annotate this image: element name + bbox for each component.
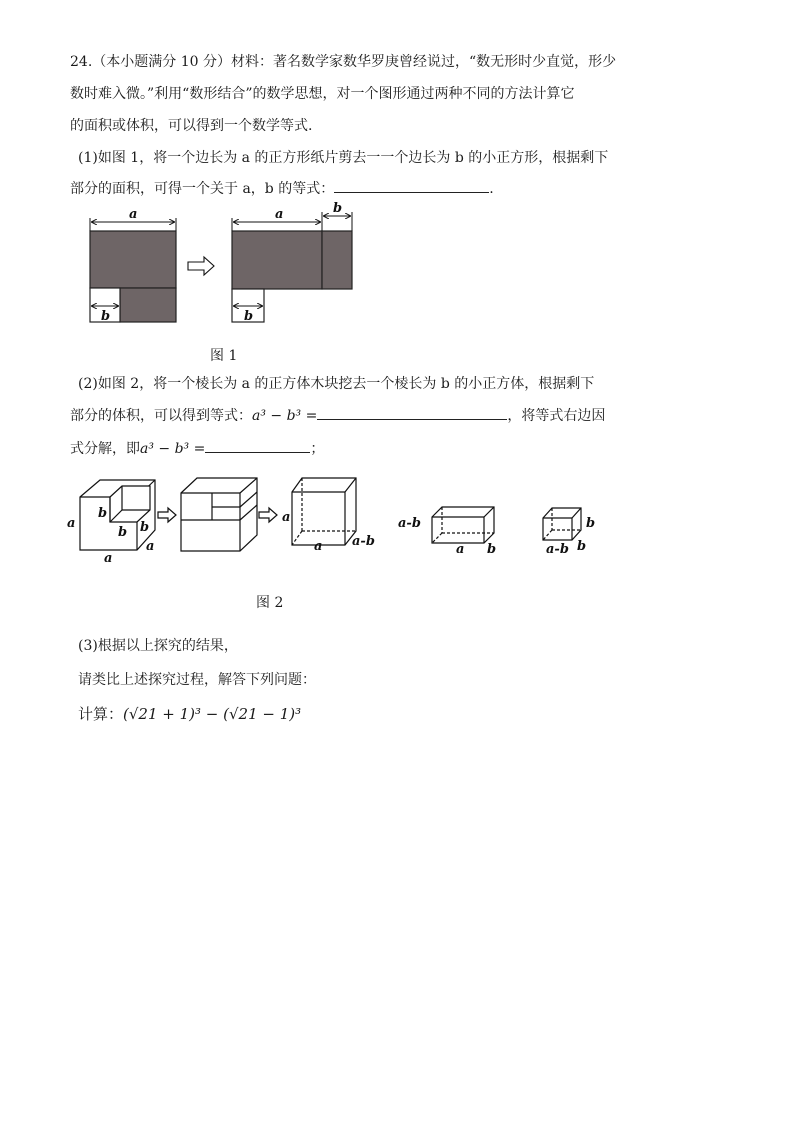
- part1-prefix: 部分的面积，可得一个关于 a，b 的等式：: [70, 181, 335, 197]
- part1-line-1: (1)如图 1，将一个边长为 a 的正方形纸片剪去一一个边长为 b 的小正方形，根据剩下: [78, 150, 609, 166]
- calc-expression: (√21 + 1)³ − (√21 − 1)³: [123, 705, 302, 723]
- fig2-c4-amb: a-b: [398, 516, 421, 531]
- part2-suffix: ，将等式右边因: [507, 408, 606, 424]
- fig2-c1-a-bottom: a: [104, 551, 113, 566]
- fig1-label-b-right: b: [244, 309, 254, 324]
- fig2-arrow-2: [259, 508, 277, 522]
- fig2-c4-a: a: [456, 542, 465, 557]
- fig1-caption: 图 1: [210, 348, 238, 364]
- fig2-caption: 图 2: [256, 595, 284, 611]
- fig2-c5-b-right: b: [586, 516, 596, 531]
- fig1-label-a-right: a: [275, 207, 284, 222]
- fig2-c1-b-top: b: [98, 506, 108, 521]
- fig1-label-b-left: b: [101, 309, 111, 324]
- part2-expr: a³ − b³ =: [252, 408, 318, 424]
- fig1-label-a-left: a: [129, 207, 138, 222]
- figure-2: [80, 478, 581, 551]
- fig1-right-shape: [232, 212, 352, 322]
- fig2-c3-a-bottom: a: [314, 539, 323, 554]
- fig2-c1-b-right: b: [140, 520, 150, 535]
- fig2-c1-a-left: a: [67, 516, 76, 531]
- intro-line-2: 数时难入微。”利用“数形结合”的数学思想，对一个图形通过两种不同的方法计算它: [70, 86, 575, 102]
- fig2-c5-amb: a-b: [546, 542, 569, 557]
- fig1-hollow-arrow: [188, 257, 214, 275]
- fig2-c4-b: b: [487, 542, 497, 557]
- fig2-c3-a-left: a: [282, 510, 291, 525]
- fig2-c1-a-side: a: [146, 539, 155, 554]
- part1-suffix: .: [489, 181, 494, 197]
- part2-line3-suffix: ；: [310, 441, 325, 457]
- part3-line-1: (3)根据以上探究的结果，: [78, 638, 238, 654]
- figure-1: [90, 201, 352, 324]
- fig2-c1-b-mid: b: [118, 525, 128, 540]
- fig2-box-tall: [292, 478, 356, 545]
- intro-line-1: 24.（本小题满分 10 分）材料：著名数学家数华罗庚曾经说过，“数无形时少直觉，形少: [70, 54, 617, 70]
- fig2-box-small: [543, 508, 581, 540]
- fig1-left-shape: [90, 218, 176, 322]
- part2-line3-prefix: 式分解，即: [70, 441, 140, 457]
- intro-line-3: 的面积或体积，可以得到一个数学等式.: [70, 118, 313, 134]
- calc-label: 计算：: [78, 705, 124, 723]
- fig2-c3-amb: a-b: [352, 534, 375, 549]
- part3-line-2: 请类比上述探究过程，解答下列问题：: [78, 672, 316, 688]
- fig2-cube-split: [181, 478, 257, 551]
- fig2-c5-b: b: [577, 539, 587, 554]
- fig1-label-b-top: b: [333, 201, 343, 216]
- part2-prefix: 部分的体积，可以得到等式：: [70, 408, 252, 424]
- part2-line-1: (2)如图 2，将一个棱长为 a 的正方体木块挖去一个棱长为 b 的小正方体，根据剩下: [78, 376, 595, 392]
- part2-expr-2: a³ − b³ =: [140, 441, 206, 457]
- fig2-box-flat: [432, 507, 494, 543]
- fig2-arrow-1: [158, 508, 176, 522]
